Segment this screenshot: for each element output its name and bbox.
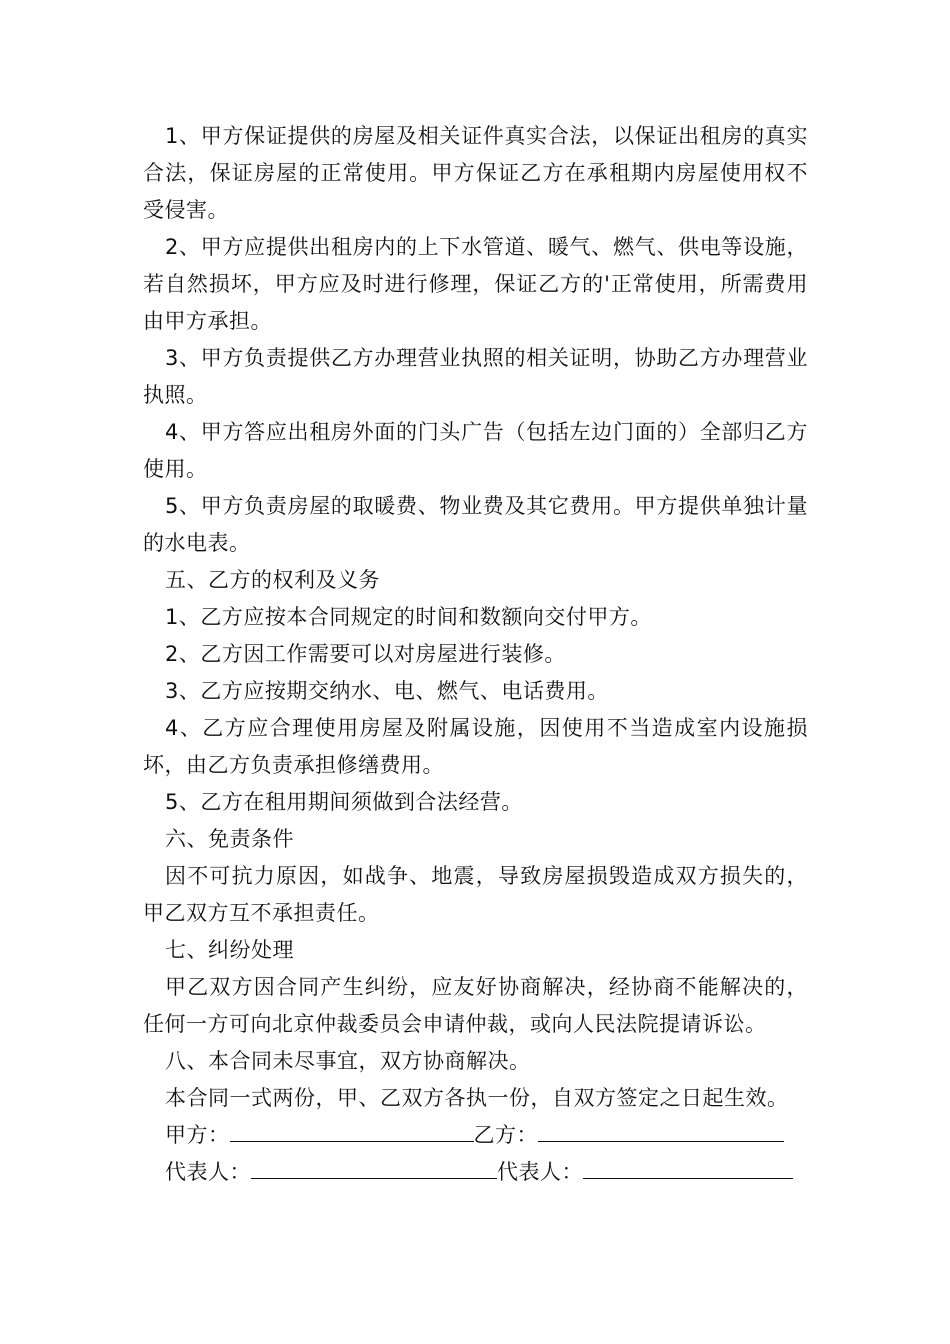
section-heading-tenant-rights: 五、乙方的权利及义务 xyxy=(165,568,380,592)
clause-exemption: 因不可抗力原因，如战争、地震，导致房屋损毁造成双方损失的，甲乙双方互不承担责任。 xyxy=(143,864,808,925)
clause-tenant-5: 5、乙方在租用期间须做到合法经营。 xyxy=(165,790,523,814)
clause-landlord-4: 4、甲方答应出租房外面的门头广告（包括左边门面的）全部归乙方使用。 xyxy=(143,420,808,481)
rep-b-blank xyxy=(583,1156,793,1179)
clause-landlord-2: 2、甲方应提供出租房内的上下水管道、暖气、燃气、供电等设施，若自然损坏，甲方应及时进行修理，保证乙方的'正常使用，所需费用由甲方承担。 xyxy=(143,235,808,333)
rep-a-blank xyxy=(251,1156,497,1179)
clause-landlord-5: 5、甲方负责房屋的取暖费、物业费及其它费用。甲方提供单独计量的水电表。 xyxy=(143,494,808,555)
rep-a-label: 代表人： xyxy=(165,1160,251,1184)
clause-tenant-1: 1、乙方应按本合同规定的时间和数额向交付甲方。 xyxy=(165,605,652,629)
clause-tenant-4: 4、乙方应合理使用房屋及附属设施，因使用不当造成室内设施损坏，由乙方负责承担修缮费用。 xyxy=(143,716,808,777)
party-a-blank xyxy=(230,1119,474,1142)
party-b-label: 乙方： xyxy=(473,1123,538,1147)
clause-copies: 本合同一式两份，甲、乙双方各执一份，自双方签定之日起生效。 xyxy=(165,1086,789,1110)
contract-body xyxy=(143,118,808,1191)
party-b-blank xyxy=(538,1119,784,1142)
section-heading-misc: 八、本合同未尽事宜，双方协商解决。 xyxy=(165,1049,531,1073)
clause-tenant-2: 2、乙方因工作需要可以对房屋进行装修。 xyxy=(165,642,566,666)
section-heading-exemption: 六、免责条件 xyxy=(165,827,294,851)
clause-landlord-1: 1、甲方保证提供的房屋及相关证件真实合法，以保证出租房的真实合法，保证房屋的正常使用。甲方保证乙方在承租期内房屋使用权不受侵害。 xyxy=(143,124,808,222)
signature-line-representatives xyxy=(143,1154,808,1191)
signature-line-parties xyxy=(143,1117,808,1154)
clause-dispute: 甲乙双方因合同产生纠纷，应友好协商解决，经协商不能解决的，任何一方可向北京仲裁委员会申请仲裁，或向人民法院提请诉讼。 xyxy=(143,975,808,1036)
section-heading-dispute: 七、纠纷处理 xyxy=(165,938,294,962)
rep-b-label: 代表人： xyxy=(497,1160,583,1184)
clause-tenant-3: 3、乙方应按期交纳水、电、燃气、电话费用。 xyxy=(165,679,609,703)
clause-landlord-3: 3、甲方负责提供乙方办理营业执照的相关证明，协助乙方办理营业执照。 xyxy=(143,346,808,407)
party-a-label: 甲方： xyxy=(165,1123,230,1147)
